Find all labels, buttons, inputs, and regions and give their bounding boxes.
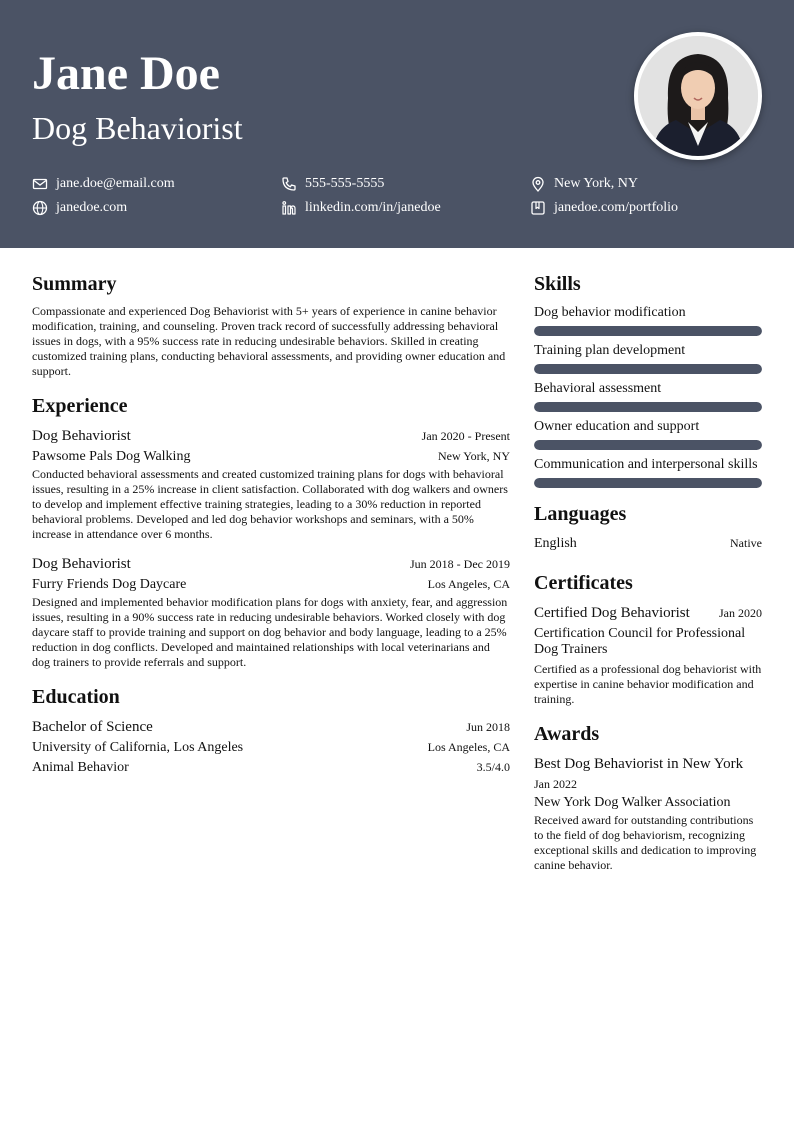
language-name: English [534, 536, 577, 551]
side-column [534, 272, 762, 873]
summary-heading: Summary [32, 273, 117, 295]
skill-level-fill [534, 440, 762, 450]
contact-portfolio[interactable] [530, 199, 678, 217]
award-description: Received award for outstanding contributions to the field of dog behaviorism, recognizing exceptional skills and dedication to improving canine behavior. [534, 813, 757, 872]
gpa: 3.5/4.0 [476, 760, 510, 774]
field-of-study: Animal Behavior [32, 760, 129, 775]
skill-label: Behavioral assessment [534, 381, 662, 396]
job-location: Los Angeles, CA [427, 577, 510, 591]
skill-label: Training plan development [534, 343, 686, 358]
skills-section [534, 272, 762, 488]
school-name: University of California, Los Angeles [32, 740, 244, 755]
portfolio-text: janedoe.com/portfolio [554, 200, 679, 215]
contact-location [530, 175, 638, 193]
skill-level-fill [534, 326, 762, 336]
mail-icon [32, 176, 48, 192]
skill-level-fill [534, 364, 762, 374]
certificates-section [534, 571, 762, 707]
skills-heading: Skills [534, 273, 581, 295]
skill-item [534, 418, 762, 450]
languages-heading: Languages [534, 503, 627, 525]
award-issuer: New York Dog Walker Association [534, 795, 731, 810]
contact-email[interactable] [32, 175, 175, 193]
certificate-name: Certified Dog Behaviorist [534, 605, 690, 621]
phone-text: 555-555-5555 [305, 176, 385, 191]
contact-phone[interactable] [281, 175, 384, 193]
certificate-issuer: Certification Council for Professional Dog Trainers [534, 626, 746, 657]
contact-website[interactable] [32, 199, 127, 217]
job-role: Dog Behaviorist [32, 428, 131, 444]
website-text: janedoe.com [56, 200, 128, 215]
skill-level-fill [534, 478, 762, 488]
job-dates: Jan 2020 - Present [421, 429, 510, 443]
map-pin-icon [530, 176, 546, 192]
summary-section [32, 272, 510, 379]
languages-section [534, 502, 762, 554]
skill-item [534, 304, 762, 336]
candidate-name: Jane Doe [32, 47, 220, 100]
award-date: Jan 2022 [534, 777, 577, 791]
summary-text: Compassionate and experienced Dog Behaviorist with 5+ years of experience in canine behavior modification, training, and counseling. Proven track record of successfully addressing behavioral issues in dogs, with a 95% success rate in reducing undesirable behaviors. Skilled in creating customized training plans, conducting behavioral assessments, and providing owner education and support. [32, 304, 506, 378]
skills-list [534, 304, 762, 488]
awards-section [534, 722, 762, 873]
skill-item [534, 380, 762, 412]
experience-item [32, 554, 510, 670]
award-name: Best Dog Behaviorist in New York [534, 756, 744, 772]
job-dates: Jun 2018 - Dec 2019 [410, 557, 510, 571]
education-section [32, 685, 510, 778]
experience-heading: Experience [32, 395, 128, 417]
language-level: Native [730, 536, 762, 550]
skill-item [534, 456, 762, 488]
awards-heading: Awards [534, 723, 600, 745]
job-role: Dog Behaviorist [32, 556, 131, 572]
linkedin-icon [281, 200, 297, 216]
skill-label: Communication and interpersonal skills [534, 457, 758, 472]
skill-level-bar [534, 402, 762, 412]
graduation-date: Jun 2018 [466, 720, 510, 734]
school-location: Los Angeles, CA [427, 740, 510, 754]
experience-item [32, 426, 510, 542]
experience-section [32, 394, 510, 670]
job-company: Furry Friends Dog Daycare [32, 577, 187, 592]
linkedin-text: linkedin.com/in/janedoe [305, 200, 441, 215]
skill-level-bar [534, 478, 762, 488]
job-description: Conducted behavioral assessments and created customized training plans for dogs with behavioral issues, resulting in a 25% increase in client satisfaction. Collaborated with dog walkers and owners to develop and implement effective training strategies, leading to a 30% reduction in reported behavioral problems. Developed and led dog behavior workshops and seminars, with a 50% increase in attendance over 6 months. [32, 467, 508, 541]
degree-name: Bachelor of Science [32, 719, 153, 735]
skill-level-bar [534, 326, 762, 336]
certificate-description: Certified as a professional dog behaviorist with expertise in canine behavior modification and training. [534, 662, 762, 706]
candidate-title: Dog Behaviorist [32, 110, 243, 146]
location-text: New York, NY [554, 176, 639, 191]
skill-label: Owner education and support [534, 419, 700, 434]
resume-header [0, 0, 794, 248]
portfolio-icon [530, 200, 546, 216]
skill-level-bar [534, 440, 762, 450]
job-description: Designed and implemented behavior modification plans for dogs with anxiety, fear, and aggression issues, resulting in a 90% success rate in reducing undesirable behaviors. Worked closely with dog daycare staff to provide training and support on dog behavior and body language, leading to a 25% reduction in dog conflicts. Developed and maintained relationships with local veterinarians and dog trainers to provide referrals and support. [32, 595, 508, 669]
skill-level-bar [534, 364, 762, 374]
contact-linkedin[interactable] [281, 199, 441, 217]
skill-label: Dog behavior modification [534, 305, 686, 320]
profile-photo [634, 32, 762, 160]
certificate-date: Jan 2020 [719, 606, 762, 620]
phone-icon [281, 176, 297, 192]
globe-icon [32, 200, 48, 216]
education-heading: Education [32, 686, 120, 708]
main-column [32, 272, 510, 778]
job-company: Pawsome Pals Dog Walking [32, 449, 191, 464]
email-text: jane.doe@email.com [56, 176, 175, 191]
certificates-heading: Certificates [534, 572, 633, 594]
job-location: New York, NY [437, 449, 510, 463]
skill-item [534, 342, 762, 374]
skill-level-fill [534, 402, 762, 412]
